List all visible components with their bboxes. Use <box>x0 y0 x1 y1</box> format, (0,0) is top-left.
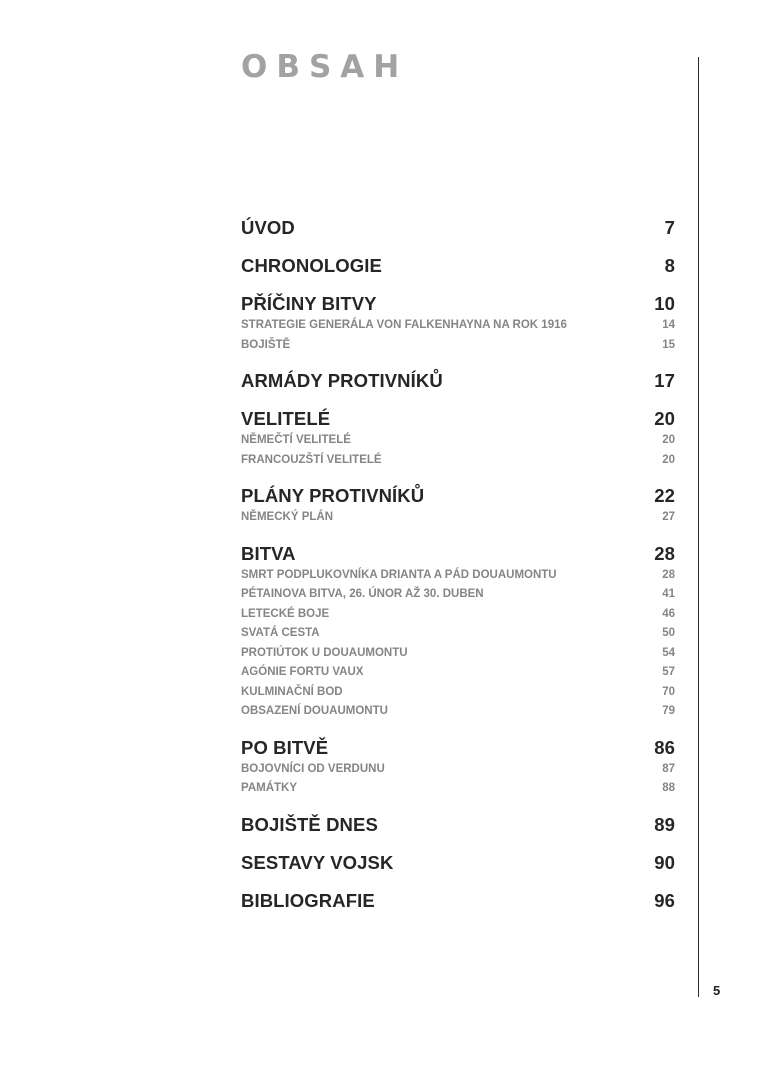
toc-subentry[interactable] <box>241 585 675 605</box>
toc-subentry-page: 57 <box>662 666 675 678</box>
toc-entry-page: 10 <box>654 293 675 314</box>
toc-section <box>241 368 675 393</box>
toc-section <box>241 215 675 240</box>
toc-subentry-title: PAMÁTKY <box>241 782 298 794</box>
toc-entry[interactable] <box>241 483 675 508</box>
toc-subentry-title: AGÓNIE FORTU VAUX <box>241 666 364 678</box>
toc-subentry-title: STRATEGIE GENERÁLA VON FALKENHAYNA NA ROK 1916 <box>241 319 567 331</box>
toc-subentry-title: NĚMECKÝ PLÁN <box>241 511 334 523</box>
toc-section <box>241 735 675 799</box>
toc-entry[interactable] <box>241 812 675 837</box>
toc-subentry-page: 27 <box>662 511 675 523</box>
toc-section <box>241 253 675 278</box>
toc-section <box>241 483 675 528</box>
toc-entry[interactable] <box>241 368 675 393</box>
toc-entry-title: ARMÁDY PROTIVNÍKŮ <box>241 370 443 391</box>
toc-subentry-title: PROTIÚTOK U DOUAUMONTU <box>241 646 408 659</box>
toc-subentry[interactable] <box>241 451 675 471</box>
toc-subentry[interactable] <box>241 644 675 664</box>
toc-entry-page: 7 <box>664 217 675 238</box>
toc-subentry-title: SMRT PODPLUKOVNÍKA DRIANTA A PÁD DOUAUMONTU <box>241 568 557 581</box>
toc-entry-page: 20 <box>654 408 675 429</box>
toc-entry-title: VELITELÉ <box>241 408 331 429</box>
toc-subentry[interactable] <box>241 779 675 799</box>
toc-entry-page: 17 <box>654 370 675 391</box>
toc-subentry[interactable] <box>241 508 675 528</box>
toc-subentry-title: OBSAZENÍ DOUAUMONTU <box>241 705 388 717</box>
toc-subentry-page: 28 <box>662 568 675 581</box>
toc-subentry-title: BOJOVNÍCI OD VERDUNU <box>241 762 385 775</box>
toc-section <box>241 541 675 722</box>
toc-entry-title: PO BITVĚ <box>241 736 329 758</box>
toc-subentry-title: BOJIŠTĚ <box>241 338 291 351</box>
toc-entry-page: 90 <box>654 851 675 873</box>
toc-subentry[interactable] <box>241 336 675 356</box>
toc-entry-title: ÚVOD <box>241 217 295 238</box>
toc-section <box>241 291 675 355</box>
toc-subentry[interactable] <box>241 624 675 644</box>
toc-entry-title: SESTAVY VOJSK <box>241 851 394 873</box>
toc-entry-page: 89 <box>654 813 675 835</box>
toc-section <box>241 406 675 470</box>
toc-subentry-title: LETECKÉ BOJE <box>241 607 330 620</box>
toc-entry[interactable] <box>241 291 675 316</box>
toc-section <box>241 850 675 875</box>
toc-subentry[interactable] <box>241 663 675 683</box>
toc-subentry-page: 20 <box>662 434 675 446</box>
toc-subentry-page: 46 <box>662 607 675 620</box>
toc-subentry[interactable] <box>241 566 675 586</box>
toc-entry[interactable] <box>241 541 675 566</box>
toc-entry[interactable] <box>241 215 675 240</box>
toc-entry-title: PŘÍČINY BITVY <box>241 293 377 314</box>
toc-subentry-page: 20 <box>662 453 675 466</box>
toc-subentry-title: SVATÁ CESTA <box>241 627 320 639</box>
toc-subentry[interactable] <box>241 431 675 451</box>
toc-subentry-title: NĚMEČTÍ VELITELÉ <box>241 434 351 446</box>
page-number: 5 <box>713 983 721 998</box>
toc-entry-page: 96 <box>654 889 675 911</box>
toc-subentry-page: 54 <box>662 646 675 659</box>
toc-entry[interactable] <box>241 735 675 760</box>
toc-entry[interactable] <box>241 888 675 913</box>
toc-entry[interactable] <box>241 253 675 278</box>
toc-section <box>241 888 675 913</box>
toc-subentry-page: 41 <box>662 588 675 600</box>
toc-subentry-page: 14 <box>662 319 675 331</box>
toc-entry-page: 28 <box>654 542 675 564</box>
toc-subentry[interactable] <box>241 605 675 625</box>
toc-entry-title: BOJIŠTĚ DNES <box>241 813 378 835</box>
toc-subentry[interactable] <box>241 316 675 336</box>
page-title: OBSAH <box>241 49 409 85</box>
vertical-rule <box>698 57 699 997</box>
toc-entry-title: CHRONOLOGIE <box>241 255 382 276</box>
toc-entry[interactable] <box>241 850 675 875</box>
toc-entry-title: BIBLIOGRAFIE <box>241 889 375 911</box>
toc-section <box>241 812 675 837</box>
toc-entry-page: 86 <box>654 736 675 758</box>
toc-entry-title: BITVA <box>241 542 296 564</box>
toc-entry[interactable] <box>241 406 675 431</box>
toc-subentry-page: 87 <box>662 762 675 775</box>
toc-subentry[interactable] <box>241 683 675 703</box>
toc-subentry-page: 15 <box>662 338 675 351</box>
toc-subentry-title: FRANCOUZŠTÍ VELITELÉ <box>241 453 382 466</box>
toc-subentry-title: KULMINAČNÍ BOD <box>241 685 343 698</box>
toc-subentry[interactable] <box>241 702 675 722</box>
toc-subentry-page: 88 <box>662 782 675 794</box>
toc-subentry[interactable] <box>241 760 675 780</box>
toc-subentry-title: PÉTAINOVA BITVA, 26. ÚNOR AŽ 30. DUBEN <box>241 588 484 600</box>
toc-subentry-page: 79 <box>662 705 675 717</box>
toc-subentry-page: 70 <box>662 685 675 698</box>
toc-subentry-page: 50 <box>662 627 675 639</box>
toc-entry-page: 22 <box>654 485 675 506</box>
toc-entry-page: 8 <box>664 255 675 276</box>
toc-entry-title: PLÁNY PROTIVNÍKŮ <box>241 485 425 506</box>
table-of-contents <box>241 215 675 926</box>
